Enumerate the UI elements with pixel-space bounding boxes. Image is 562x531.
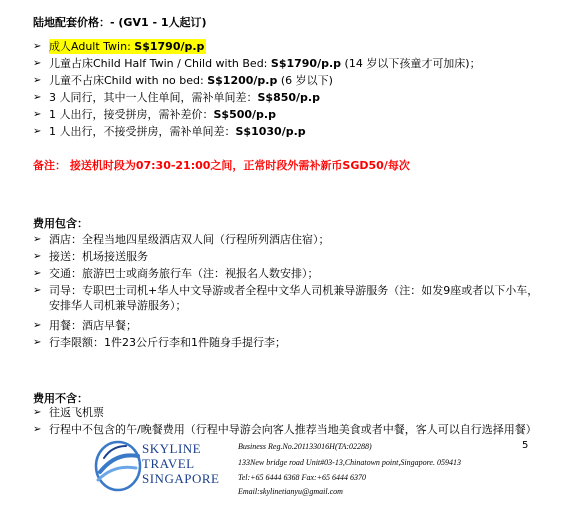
land-package-title: 陆地配套价格：- (GV1 - 1人起订) xyxy=(33,16,207,29)
price-label: 1 人出行，接受拼房，需补差价： xyxy=(49,108,214,121)
price-label: 儿童占床Child Half Twin / Child with Bed: xyxy=(49,57,271,70)
price-item xyxy=(33,39,554,54)
arrow-bullet-icon: ➢ xyxy=(33,251,42,262)
included-text: 接送：机场接送服务 xyxy=(49,250,148,263)
arrow-bullet-icon: ➢ xyxy=(33,75,42,86)
brand-line: SKYLINE xyxy=(142,441,202,456)
excluded-item xyxy=(33,422,554,437)
price-value: S$1030/p.p xyxy=(235,125,306,138)
price-item xyxy=(33,56,554,71)
included-item xyxy=(33,318,554,333)
price-value: S$500/p.p xyxy=(213,108,276,121)
included-item xyxy=(33,232,554,247)
arrow-bullet-icon: ➢ xyxy=(33,268,42,279)
page-number: 5 xyxy=(522,440,529,451)
price-label: 儿童不占床Child with no bed: xyxy=(49,74,208,87)
arrow-bullet-icon: ➢ xyxy=(33,285,42,296)
included-text: 酒店：全程当地四星级酒店双人间（行程所列酒店住宿）； xyxy=(49,233,330,246)
price-suffix: (14 岁以下孩童才可加床)； xyxy=(341,57,481,70)
price-item xyxy=(33,107,554,122)
included-title: 费用包含： xyxy=(33,217,88,230)
email: Email:skylinetianyu@gmail.com xyxy=(238,487,343,496)
price-suffix: (6 岁以下) xyxy=(277,74,333,87)
included-text: 交通：旅游巴士或商务旅行车（注：视报名人数安排）； xyxy=(49,267,319,280)
included-text: 用餐：酒店早餐； xyxy=(49,319,137,332)
arrow-bullet-icon: ➢ xyxy=(33,58,42,69)
arrow-bullet-icon: ➢ xyxy=(33,109,42,120)
included-item xyxy=(33,283,554,313)
price-value: S$1790/p.p xyxy=(134,40,205,53)
brand-line: TRAVEL xyxy=(142,456,195,471)
included-item xyxy=(33,249,554,264)
price-value: S$1790/p.p xyxy=(270,57,342,70)
excluded-item xyxy=(33,405,554,420)
price-label: 1 人出行，不接受拼房，需补单间差： xyxy=(49,125,236,138)
included-item xyxy=(33,335,554,350)
price-value: S$1200/p.p xyxy=(207,74,278,87)
excluded-title: 费用不含： xyxy=(33,392,88,405)
arrow-bullet-icon: ➢ xyxy=(33,337,42,348)
arrow-bullet-icon: ➢ xyxy=(33,41,42,52)
arrow-bullet-icon: ➢ xyxy=(33,92,42,103)
price-label: 成人Adult Twin: xyxy=(49,40,135,53)
price-label: 3 人同行，其中一人住单间，需补单间差： xyxy=(49,91,258,104)
price-value: S$850/p.p xyxy=(257,91,320,104)
price-item xyxy=(33,90,554,105)
business-reg: Business Reg.No.201133016H(TA:02288) xyxy=(238,442,372,451)
excluded-text: 行程中不包含的午/晚餐费用（行程中导游会向客人推荐当地美食或者中餐，客人可以自行选择用餐） xyxy=(49,423,537,436)
included-text: 司导：专职巴士司机+华人中文导游或者全程中文华人司机兼导游服务（注：如发9座或者以下小车，安排华人司机兼导游服务）； xyxy=(49,284,539,312)
arrow-bullet-icon: ➢ xyxy=(33,126,42,137)
excluded-text: 往返飞机票 xyxy=(49,406,104,419)
transfer-note: 备注： 接送机时段为07:30-21:00之间，正常时段外需补新币SGD50/每次 xyxy=(33,159,410,172)
address: 133New bridge road Unit#03-13,Chinatown point,Singapore. 059413 xyxy=(238,458,461,467)
included-text: 行李限额：1件23公斤行李和1件随身手提行李； xyxy=(49,336,286,349)
brand-line: SINGAPORE xyxy=(142,471,220,486)
tel-fax: Tel:+65 6444 6368 Fax:+65 6444 6370 xyxy=(238,473,367,482)
price-item xyxy=(33,124,554,139)
arrow-bullet-icon: ➢ xyxy=(33,424,42,435)
price-item xyxy=(33,73,554,88)
highlighted-text xyxy=(49,39,206,54)
arrow-bullet-icon: ➢ xyxy=(33,234,42,245)
arrow-bullet-icon: ➢ xyxy=(33,320,42,331)
included-item xyxy=(33,266,554,281)
arrow-bullet-icon: ➢ xyxy=(33,407,42,418)
